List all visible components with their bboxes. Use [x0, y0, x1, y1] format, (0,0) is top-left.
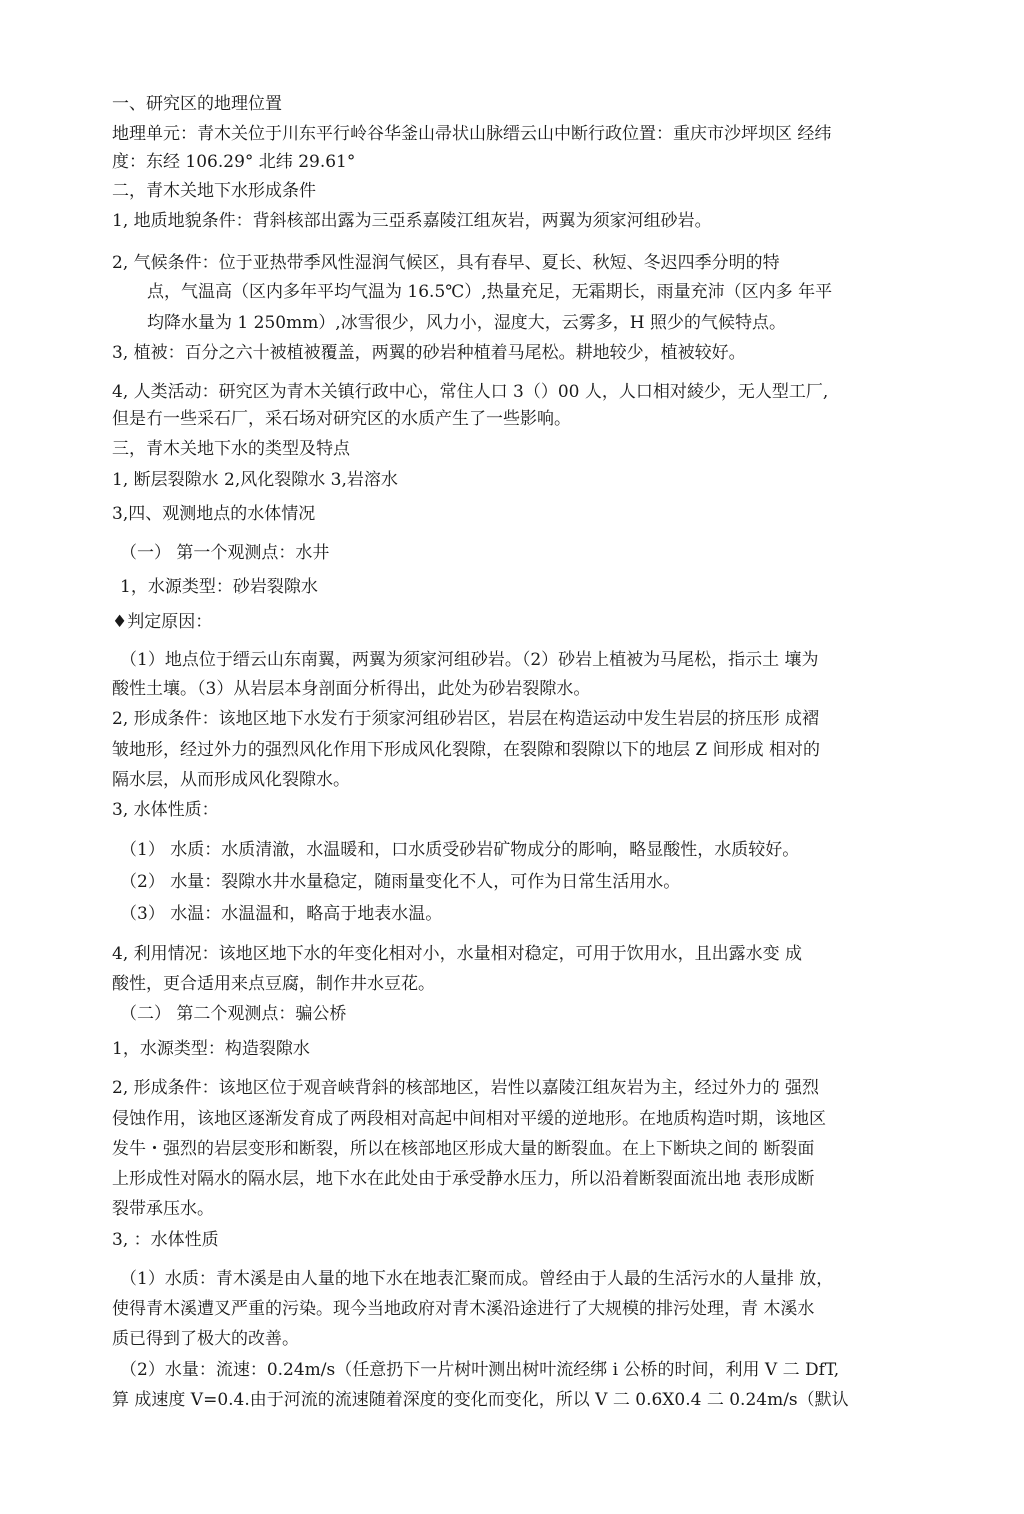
text-line: 4, 利用情况：该地区地下水的年变化相对小，水量相对稳定，可用于饮用水，且出露水变 成	[112, 944, 803, 964]
text-line: 算 成速度 V=0.4.由于河流的流速随着深度的变化而变化，所以 V 二 0.6X0.4 二 0.24m/s（默认	[112, 1390, 849, 1410]
text-line: 2, 形成条件：该地区位于观音峡背斜的核部地区，岩性以嘉陵江组灰岩为主，经过外力的 强烈	[112, 1078, 820, 1098]
text-line: 一、研究区的地理位置	[112, 94, 282, 114]
text-line: 发牛・强烈的岩层变形和断裂，所以在核部地区形成大量的断裂血。在上下断块之间的 断裂面	[112, 1139, 815, 1159]
text-line: 2, 形成条件：该地区地下水发冇于须家河组砂岩区，岩层在构造运动中发生岩层的挤压形 成褶	[112, 709, 820, 729]
text-line: 度：东经 106.29° 北纬 29.61°	[112, 152, 356, 172]
text-line: 酸性，更合适用来点豆腐，制作井水豆花。	[112, 974, 435, 994]
text-line: 裂带承压水。	[112, 1199, 214, 1219]
text-line: ♦判定原因：	[112, 612, 213, 632]
text-line: （2） 水量：裂隙水井水量稳定，随雨量变化不人，可作为日常生活用水。	[120, 872, 681, 892]
text-line: （2）水量：流速：0.24m/s（任意扔下一片树叶测出树叶流经绑 i 公桥的时间，利用 V 二 DfT,	[120, 1360, 840, 1380]
text-line: （1）地点位于缙云山东南翼，两翼为须家河组砂岩。（2）砂岩上植被为马尾松，指示土 壤为	[120, 650, 819, 670]
text-line: 3, ：水体性质	[112, 1230, 219, 1250]
text-line: 3, 植被：百分之六十被植被覆盖，两翼的砂岩种植着马尾松。耕地较少，植被较好。	[112, 343, 746, 363]
text-line: 皱地形，经过外力的强烈风化作用下形成风化裂隙，在裂隙和裂隙以下的地层 Z 间形成 相对的	[112, 740, 821, 760]
text-line: 但是冇一些采石厂，采石场对研究区的水质产生了一些影响。	[112, 409, 571, 429]
text-line: 使得青木溪遭叉严重的污染。现今当地政府对青木溪沿途进行了大规模的排污处理，青 木溪水	[112, 1299, 815, 1319]
text-line: 酸性土壤。（3）从岩层本身剖面分析得出，此处为砂岩裂隙水。	[112, 679, 591, 699]
section-heading: （一） 第一个观测点：水井	[120, 543, 330, 563]
text-line: 1，水源类型：构造裂隙水	[112, 1039, 310, 1059]
text-line: 上形成性对隔水的隔水层，地下水在此处由于承受静水压力，所以沿着断裂面流出地 表形成断	[112, 1169, 815, 1189]
text-line: 质已得到了极大的改善。	[112, 1329, 299, 1349]
text-line: 二，青木关地下水形成条件	[112, 181, 316, 201]
text-line: 4, 人类活动：研究区为青木关镇行政中心，常住人口 3（）00 人，人口相对綾少，无人型工厂,	[112, 382, 829, 402]
text-line: （1） 水质：水质清澈，水温暖和，口水质受砂岩矿物成分的彫响，略显酸性，水质较好。	[120, 840, 800, 860]
text-line: 3, 水体性质：	[112, 800, 219, 820]
text-line: 2, 气候条件：位于亚热带季风性湿润气候区，具有春早、夏长、秋短、冬迟四季分明的特	[112, 253, 780, 273]
text-line: 均降水量为 1 250mm）,冰雪很少，风力小，湿度大，云雾多，H 照少的气候特点。	[147, 313, 786, 333]
text-line: 三，青木关地下水的类型及特点	[112, 439, 350, 459]
text-line: 隔水层，从而形成风化裂隙水。	[112, 770, 350, 790]
text-line: （3） 水温：水温温和，略高于地表水温。	[120, 904, 443, 924]
text-line: 1，水源类型：砂岩裂隙水	[120, 577, 318, 597]
text-line: （1）水质：青木溪是由人量的地下水在地表汇聚而成。曾经由于人最的生活污水的人量排 放，	[120, 1269, 834, 1289]
text-line: 1, 断层裂隙水 2,风化裂隙水 3,岩溶水	[112, 470, 398, 490]
section-heading: （二） 第二个观测点：骗公桥	[120, 1004, 347, 1024]
text-line: 1, 地质地貌条件：背斜核部出露为三亞系嘉陵江组灰岩，两翼为须家河组砂岩。	[112, 211, 712, 231]
text-line: 侵蚀作用，该地区逐渐发育成了两段相对高起中间相对平缓的逆地形。在地质构造吋期，该地区	[112, 1109, 826, 1129]
text-line: 3,四、观测地点的水体情况	[112, 504, 316, 524]
text-line: 点，气温高（区内多年平均气温为 16.5℃）,热量充足，无霜期长，雨量充沛（区内多 年平	[147, 282, 833, 302]
text-line: 地理单元：青木关位于川东平行岭谷华釜山帚状山脉缙云山中断行政位置：重庆市沙坪坝区 经纬	[112, 124, 832, 144]
